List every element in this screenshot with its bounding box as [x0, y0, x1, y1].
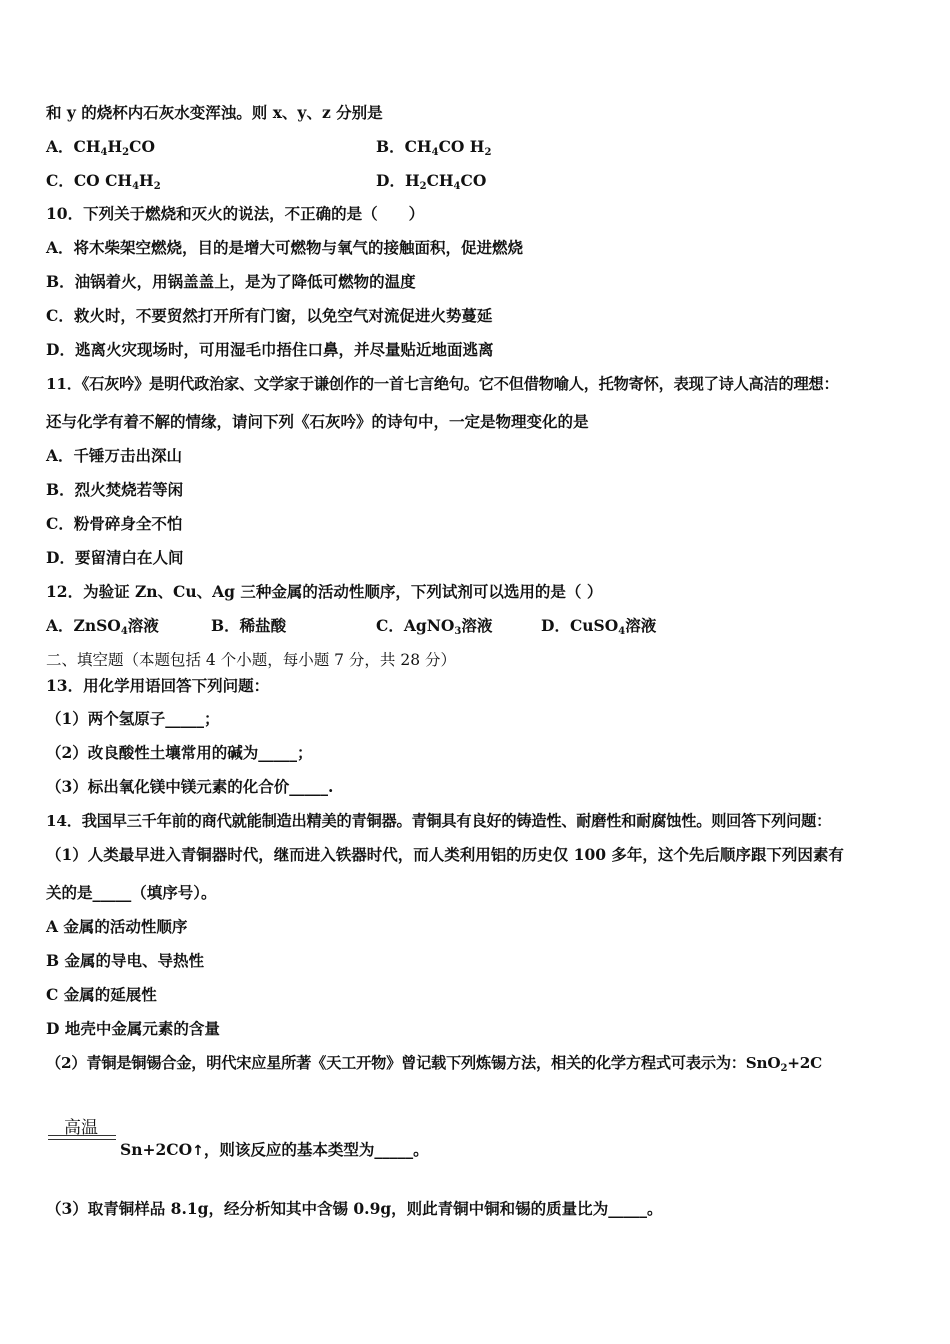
- equation-line-top: [48, 1135, 116, 1136]
- question-12: 12．为验证 Zn、Cu、Ag 三种金属的活动性顺序，下列试剂可以选用的是（ ）: [46, 582, 603, 601]
- q12-option-a: A．ZnSO$_4$溶液: [46, 616, 159, 637]
- q10-option-b: B．油锅着火，用锅盖盖上，是为了降低可燃物的温度: [46, 272, 416, 291]
- q10-option-a: A．将木柴架空燃烧，目的是增大可燃物与氧气的接触面积，促进燃烧: [46, 238, 524, 257]
- q11-option-a: A．千锤万击出深山: [46, 446, 183, 465]
- q14-option-b: B 金属的导电、导热性: [46, 951, 204, 970]
- reaction-condition: 高温: [64, 1118, 98, 1138]
- question-13: 13．用化学用语回答下列问题：: [46, 676, 270, 695]
- q11-option-c: C．粉骨碎身全不怕: [46, 514, 183, 533]
- question-11: 11．《石灰吟》是明代政治家、文学家于谦创作的一首七言绝句。它不但借物喻人，托物寄怀，表现了诗人高洁的理想：: [46, 375, 839, 393]
- question-14: 14．我国早三千年前的商代就能制造出精美的青铜器。青铜具有良好的铸造性、耐磨性和耐腐蚀性。则回答下列问题：: [46, 812, 832, 830]
- q14-option-c: C 金属的延展性: [46, 985, 157, 1004]
- option-a: A．$CH_4H_2CO$: [46, 137, 155, 158]
- q14-option-d: D 地壳中金属元素的含量: [46, 1019, 220, 1038]
- q14-part-1-cont: 关的是_____（填序号）。: [46, 883, 217, 902]
- q13-part-3: （3）标出氧化镁中镁元素的化合价_____.: [46, 777, 334, 796]
- equation-line-bottom: [48, 1139, 116, 1140]
- q14-part-2: （2）青铜是铜锡合金，明代宋应星所著《天工开物》曾记载下列炼锡方法，相关的化学方程式可表示为：SnO$_2$+2C: [46, 1054, 822, 1074]
- text-line: 和 y 的烧杯内石灰水变浑浊。则 x、y、z 分别是: [46, 103, 383, 122]
- section-heading: 二、填空题（本题包括 4 个小题，每小题 7 分，共 28 分）: [46, 651, 457, 669]
- q10-option-c: C．救火时，不要贸然打开所有门窗，以免空气对流促进火势蔓延: [46, 306, 493, 325]
- q14-option-a: A 金属的活动性顺序: [46, 917, 188, 936]
- option-d: D．$H_2CH_4CO$: [376, 171, 487, 192]
- option-b: B．$CH_4CO$ $H_2$: [376, 137, 492, 158]
- q11-option-d: D．要留清白在人间: [46, 548, 184, 567]
- q14-part-3: （3）取青铜样品 8.1g，经分析知其中含锡 0.9g，则此青铜中铜和锡的质量比为_____。: [46, 1199, 663, 1218]
- q10-option-d: D．逃离火灾现场时，可用湿毛巾捂住口鼻，并尽量贴近地面逃离: [46, 340, 494, 359]
- q12-option-d: D．CuSO$_4$溶液: [541, 616, 657, 637]
- q11-option-b: B．烈火焚烧若等闲: [46, 480, 184, 499]
- q12-option-c: C．AgNO$_3$溶液: [376, 616, 493, 637]
- q12-option-b: B．稀盐酸: [211, 616, 287, 635]
- q14-part-1: （1）人类最早进入青铜器时代，继而进入铁器时代，而人类利用铝的历史仅 100 多年，这个先后顺序跟下列因素有: [46, 845, 844, 864]
- q14-part-2-cont: Sn+2CO↑，则该反应的基本类型为_____。: [120, 1140, 429, 1159]
- q13-part-2: （2）改良酸性土壤常用的碱为_____；: [46, 743, 313, 762]
- question-11-cont: 还与化学有着不解的情缘，请问下列《石灰吟》的诗句中，一定是物理变化的是: [46, 412, 589, 431]
- question-10: 10．下列关于燃烧和灭火的说法，不正确的是（ ）: [46, 204, 425, 223]
- option-c: C．CO $CH_4H_2$: [46, 171, 161, 192]
- q13-part-1: （1）两个氢原子_____；: [46, 709, 220, 728]
